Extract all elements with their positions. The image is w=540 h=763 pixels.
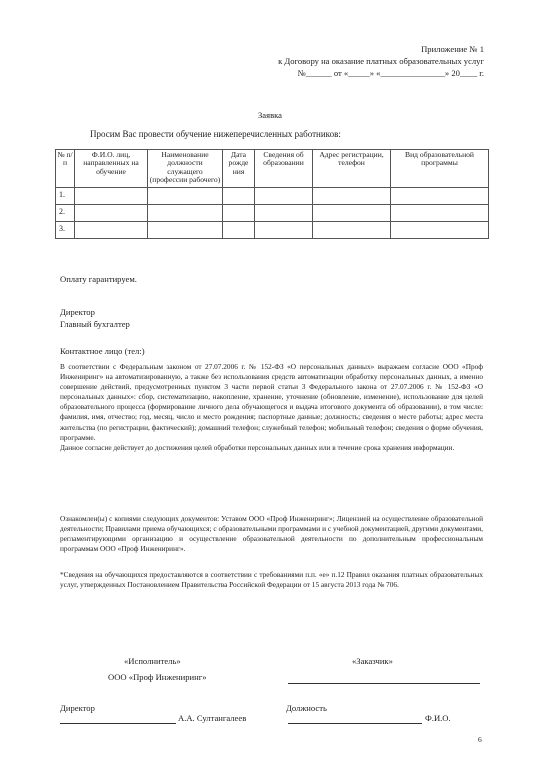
table-cell[interactable] (75, 204, 148, 221)
table-cell[interactable] (148, 221, 223, 238)
table-cell[interactable] (313, 204, 391, 221)
header-birth-date: Дата рожде ния (223, 150, 255, 188)
header-position: Наименование должности служащего (профессии рабочего) (148, 150, 223, 188)
table-cell[interactable] (391, 221, 489, 238)
executor-signatory-name: А.А. Султангалеев (178, 713, 247, 723)
row-number: 3. (56, 221, 75, 238)
table-cell[interactable] (391, 187, 489, 204)
page-number: 6 (478, 735, 482, 744)
appendix-number: Приложение № 1 (421, 44, 484, 54)
document-title: Заявка (258, 110, 282, 120)
request-text: Просим Вас провести обучение нижеперечисленных работников: (90, 129, 341, 139)
customer-signatory-name: Ф.И.О. (425, 713, 451, 723)
table-row (56, 187, 489, 204)
header-education: Сведения об образовании (255, 150, 313, 188)
chief-accountant-label: Главный бухгалтер (60, 319, 130, 329)
table-cell[interactable] (223, 221, 255, 238)
table-cell[interactable] (148, 187, 223, 204)
table-row (56, 204, 489, 221)
table-header-row (56, 150, 489, 188)
contact-person-label: Контактное лицо (тел:) (60, 346, 145, 356)
table-row (56, 221, 489, 238)
row-number: 2. (56, 204, 75, 221)
customer-company-line (288, 683, 480, 684)
consent-paragraph: В соответствии с Федеральным законом от 27.07.2006 г. № 152-ФЗ «О персональных данных» выражаем согласие ООО «Проф Инжениринг» на автоматизированную, а также без использования средств автоматизации обработку персональных данных, а именно совершение действий, предусмотренных пунктом 3 части первой статьи 3 Федерального закона от 27.07.2006 г. № 152-ФЗ «О персональных данных»: сбор, систематизацию, накопление, хранение, уточнение (обновление, изменение), использование для целей образовательного процесса (формирование личного дела обучающегося и выдача итогового документа об образовании), в том числе: фамилия, имя, отчество; год, месяц, число и место рождения; паспортные данные; должность; сведения о месте работы; адрес места жительства (по регистрации, фактический); домашний телефон; служебный телефон; мобильный телефон; сведения о форме обучения, программе. (60, 362, 483, 442)
customer-position-label: Должность (286, 703, 327, 713)
table-cell[interactable] (255, 221, 313, 238)
table-cell[interactable] (75, 187, 148, 204)
table-cell[interactable] (223, 187, 255, 204)
personal-data-consent (60, 362, 483, 453)
table-cell[interactable] (391, 204, 489, 221)
header-number: № п/п (56, 150, 75, 188)
table-cell[interactable] (148, 204, 223, 221)
executor-company: ООО «Проф Инжениринг» (108, 672, 207, 682)
appendix-contract-ref: к Договору на оказание платных образовательных услуг (278, 56, 484, 66)
payment-guarantee: Оплату гарантируем. (60, 274, 137, 284)
footnote-paragraph: *Сведения на обучающихся предоставляются в соответствии с требованиями п.п. «е» п.12 Правил оказания платных образовательных услуг, утвержденных Постановлением Правительства Российской Федерации от 15 августа 2013 года № 706. (60, 570, 483, 590)
table-cell[interactable] (255, 204, 313, 221)
executor-label: «Исполнитель» (124, 656, 181, 666)
header-full-name: Ф.И.О. лиц, направленных на обучение (75, 150, 148, 188)
customer-signature-line (288, 723, 422, 724)
table-cell[interactable] (75, 221, 148, 238)
director-label: Директор (60, 307, 95, 317)
executor-signature-line (60, 723, 176, 724)
appendix-contract-number-date: №______ от «_____» «_______________» 20____ г. (297, 68, 484, 78)
acquaintance-paragraph: Ознакомлен(ы) с копиями следующих документов: Уставом ООО «Проф Инжениринг»; Лицензией на осуществление образовательной деятельности; Правилами приема обучающихся; с образовательными программами и с учебной документацией, другими документами, регламентирующими организацию и осуществление образовательной деятельности по дополнительным профессиональным программам ООО «Проф Инжениринг». (60, 514, 483, 554)
table-cell[interactable] (313, 187, 391, 204)
row-number: 1. (56, 187, 75, 204)
header-program-type: Вид образовательной программы (391, 150, 489, 188)
table-cell[interactable] (255, 187, 313, 204)
consent-validity-paragraph: Данное согласие действует до достижения целей обработки персональных данных или в течение срока хранения информации. (60, 442, 455, 452)
header-address-phone: Адрес регистрации, телефон (313, 150, 391, 188)
executor-director-label: Директор (60, 703, 95, 713)
customer-label: «Заказчик» (352, 656, 393, 666)
table-cell[interactable] (223, 204, 255, 221)
table-cell[interactable] (313, 221, 391, 238)
employees-table (55, 149, 489, 239)
